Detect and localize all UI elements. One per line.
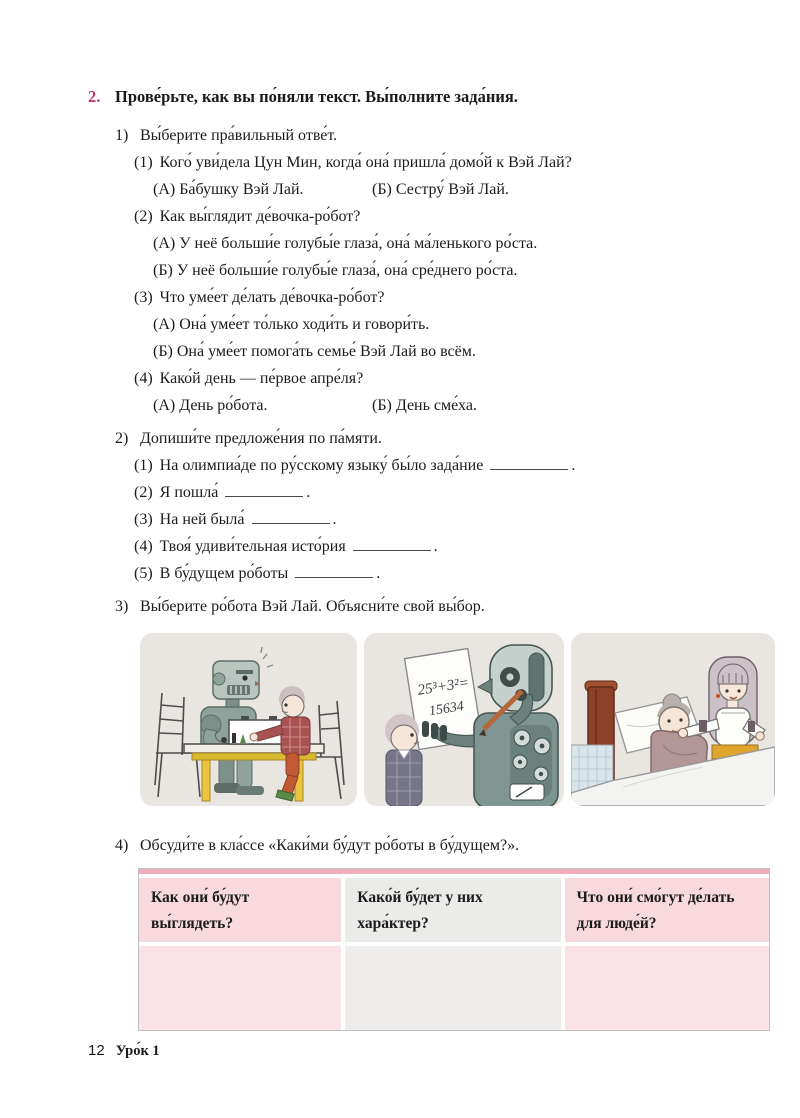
- answer-blank: [225, 483, 303, 497]
- question-2-option-b: [153, 257, 780, 284]
- question-2-label: (2): [134, 208, 153, 225]
- table-cell-empty: [565, 946, 769, 1030]
- sentence-4-label: (4): [134, 538, 153, 555]
- illustration-math-robot: [364, 633, 564, 806]
- discussion-table-grid: [138, 874, 770, 1031]
- sentence-2-period: .: [306, 484, 311, 501]
- question-1-text: Кого́ уви́дела Цун Мин, когда́ она́ пришла́ домо́й к Вэй Лай?: [159, 154, 572, 171]
- sentence-3-period: .: [332, 511, 337, 528]
- option-b: (Б) Сестру́ Вэй Лай.: [372, 181, 509, 198]
- table-header-abilities: Что они́ смо́гут де́лать для люде́й?: [565, 878, 769, 942]
- option-a: (А) День ро́бота.: [153, 397, 268, 414]
- question-4-text: Како́й день — пе́рвое апре́ля?: [159, 370, 364, 387]
- task-4-title-line: [115, 832, 780, 859]
- page-number: 12: [88, 1042, 105, 1059]
- sentence-2: [134, 479, 780, 506]
- option-a: (А) Ба́бушку Вэй Лай.: [153, 181, 304, 198]
- option-a: (А) Она́ уме́ет то́лько ходи́ть и говори́ть.: [153, 316, 430, 333]
- math-paper-line2: 15634: [428, 699, 465, 720]
- question-4-label: (4): [134, 370, 153, 387]
- sentence-2-text: Я пошла́: [159, 484, 219, 501]
- question-1-label: (1): [134, 154, 153, 171]
- robot-illustrations-row: [140, 633, 775, 806]
- exercise-title: Прове́рьте, как вы по́няли текст. Вы́полните зада́ния.: [115, 87, 518, 106]
- sentence-1-period: .: [571, 457, 576, 474]
- math-scene-drawing: [364, 633, 564, 806]
- illustration-chess-robot: [140, 633, 357, 806]
- task-1-label: 1): [115, 127, 129, 144]
- math-paper-line1: 25³+3²=: [416, 674, 471, 699]
- illustration-caring-robot: [571, 633, 775, 806]
- task-3-title-line: [115, 593, 780, 620]
- answer-blank: [490, 456, 568, 470]
- answer-blank: [252, 510, 330, 524]
- task-4-label: 4): [115, 837, 129, 854]
- sentence-5-text: В бу́дущем ро́боты: [159, 565, 289, 582]
- sentence-5: [134, 560, 780, 587]
- question-4-options: [153, 392, 780, 419]
- task-3-title: Вы́берите ро́бота Вэй Лай. Объясни́те свой вы́бор.: [140, 598, 485, 615]
- question-3-label: (3): [134, 289, 153, 306]
- lesson-label: Уро́к 1: [115, 1043, 160, 1059]
- sentence-4: [134, 533, 780, 560]
- question-1: [134, 149, 780, 176]
- table-header-appearance: Как они́ бу́дут вы́глядеть?: [139, 878, 341, 942]
- table-cell-empty: [139, 946, 341, 1030]
- sentence-3: [134, 506, 780, 533]
- question-3-text: Что уме́ет де́лать де́вочка-ро́бот?: [159, 289, 385, 306]
- sentence-4-text: Твоя́ удиви́тельная исто́рия: [159, 538, 346, 555]
- sentence-3-text: На ней была́: [159, 511, 245, 528]
- question-4: [134, 365, 780, 392]
- exercise-number: 2.: [88, 87, 101, 106]
- answer-blank: [353, 537, 431, 551]
- task-1-title-line: [115, 122, 780, 149]
- question-3-option-a: [153, 311, 780, 338]
- option-b: (Б) У неё больши́е голубы́е глаза́, она́ сре́днего ро́ста.: [153, 262, 518, 279]
- bedside-scene-drawing: [571, 633, 775, 806]
- task-2: [115, 425, 780, 587]
- discussion-table: [138, 868, 770, 1031]
- question-3-option-b: [153, 338, 780, 365]
- option-a: (А) У неё больши́е голубы́е глаза́, она́ ма́ленького ро́ста.: [153, 235, 538, 252]
- sentence-1-text: На олимпиа́де по ру́сскому языку́ бы́ло зада́ние: [159, 457, 484, 474]
- question-2-option-a: [153, 230, 780, 257]
- sentence-2-label: (2): [134, 484, 153, 501]
- task-2-label: 2): [115, 430, 129, 447]
- question-2-text: Как вы́глядит де́вочка-ро́бот?: [159, 208, 361, 225]
- task-4-title: Обсуди́те в кла́ссе «Каки́ми бу́дут ро́боты в бу́дущем?».: [140, 837, 520, 854]
- chess-scene-drawing: [140, 633, 357, 806]
- sentence-3-label: (3): [134, 511, 153, 528]
- option-b: (Б) День сме́ха.: [372, 397, 477, 414]
- option-b: (Б) Она́ уме́ет помога́ть семье́ Вэй Лай во всём.: [153, 343, 476, 360]
- table-body-row: [139, 946, 769, 1030]
- task-2-title-line: [115, 425, 780, 452]
- answer-blank: [295, 564, 373, 578]
- sentence-5-period: .: [376, 565, 381, 582]
- sentence-1-label: (1): [134, 457, 153, 474]
- table-header-row: [139, 878, 769, 942]
- page-content: [88, 84, 780, 1031]
- question-3: [134, 284, 780, 311]
- table-cell-empty: [345, 946, 560, 1030]
- task-2-title: Допиши́те предложе́ния по па́мяти.: [140, 430, 382, 447]
- question-2: [134, 203, 780, 230]
- task-3-label: 3): [115, 598, 129, 615]
- table-header-character: Како́й бу́дет у них хара́ктер?: [345, 878, 560, 942]
- question-1-options: [153, 176, 780, 203]
- page-footer: [88, 1042, 160, 1060]
- task-1-title: Вы́берите пра́вильный отве́т.: [140, 127, 338, 144]
- sentence-5-label: (5): [134, 565, 153, 582]
- exercise-header: [88, 84, 780, 110]
- sentence-4-period: .: [433, 538, 438, 555]
- task-1: [115, 122, 780, 419]
- sentence-1: [134, 452, 780, 479]
